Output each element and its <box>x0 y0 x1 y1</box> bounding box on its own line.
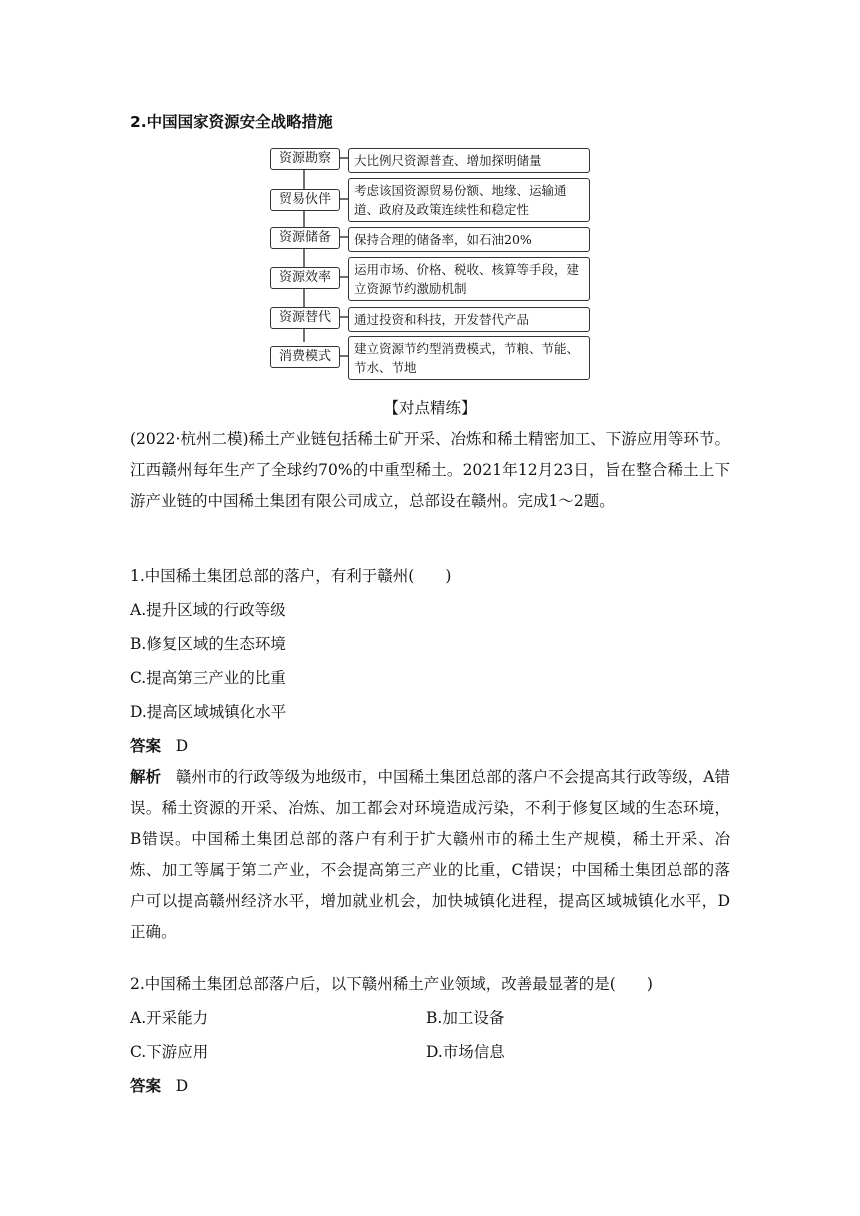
answer-label: 答案 <box>130 737 162 755</box>
description-box: 运用市场、价格、税收、核算等手段，建立资源节约激励机制 <box>348 257 590 301</box>
analysis-text: 赣州市的行政等级为地级市，中国稀土集团总部的落户不会提高其行政等级，A错误。稀土资源的开采、冶炼、加工都会对环境造成污染，不利于修复区域的生态环境，B错误。中国稀土集团总部的落户有利于扩大赣州市的稀土生产规模，稀土开采、冶炼、加工等属于第二产业，不会提高第三产业的比重，C错误；中国稀土集团总部的落户可以提高赣州经济水平，增加就业机会，加快城镇化进程，提高区域城镇化水平，D正确。 <box>130 768 730 941</box>
description-box: 通过投资和科技，开发替代产品 <box>348 307 590 332</box>
intro-paragraph: (2022·杭州二模)稀土产业链包括稀土矿开采、冶炼和稀土精密加工、下游应用等环节。江西赣州每年生产了全球约70%的中重型稀土。2021年12月23日，旨在整合稀土上下游产业链的中国稀土集团有限公司成立，总部设在赣州。完成1～2题。 <box>130 430 730 510</box>
description-box: 考虑该国资源贸易份额、地缘、运输通道、政府及政策连续性和稳定性 <box>348 178 590 222</box>
question-1-stem: 1.中国稀土集团总部的落户，有利于赣州( ) <box>130 567 452 585</box>
category-box: 资源勘察 <box>270 148 340 170</box>
description-box: 保持合理的储备率，如石油20% <box>348 227 590 252</box>
category-box: 贸易伙伴 <box>270 189 340 211</box>
category-box: 资源替代 <box>270 307 340 329</box>
category-box: 资源储备 <box>270 227 340 249</box>
strategy-diagram <box>268 144 598 380</box>
category-box: 资源效率 <box>270 267 340 289</box>
answer-value: D <box>175 1077 189 1095</box>
question-2-stem: 2.中国稀土集团总部落户后，以下赣州稀土产业领域，改善最显著的是( ) <box>130 975 653 993</box>
question-1-option-a: A.提升区域的行政等级 <box>130 601 286 619</box>
section-title: 2.中国国家资源安全战略措施 <box>130 113 333 131</box>
description-box: 建立资源节约型消费模式，节粮、节能、节水、节地 <box>348 336 590 380</box>
question-2-answer <box>130 1074 188 1096</box>
practice-heading: 【对点精练】 <box>383 399 477 417</box>
question-2-option-c: C.下游应用 <box>130 1043 209 1061</box>
question-1-answer <box>130 734 188 756</box>
question-2-option-d: D.市场信息 <box>426 1043 505 1061</box>
answer-value: D <box>175 737 189 755</box>
question-2-option-b: B.加工设备 <box>426 1009 505 1027</box>
analysis-label: 解析 <box>130 768 162 786</box>
answer-label: 答案 <box>130 1077 162 1095</box>
question-2-option-a: A.开采能力 <box>130 1009 209 1027</box>
question-1-analysis <box>130 762 730 948</box>
question-1-option-d: D.提高区域城镇化水平 <box>130 703 287 721</box>
question-1-option-b: B.修复区域的生态环境 <box>130 635 286 653</box>
category-box: 消费模式 <box>270 346 340 368</box>
description-box: 大比例尺资源普查、增加探明储量 <box>348 148 590 173</box>
question-1-option-c: C.提高第三产业的比重 <box>130 669 286 687</box>
